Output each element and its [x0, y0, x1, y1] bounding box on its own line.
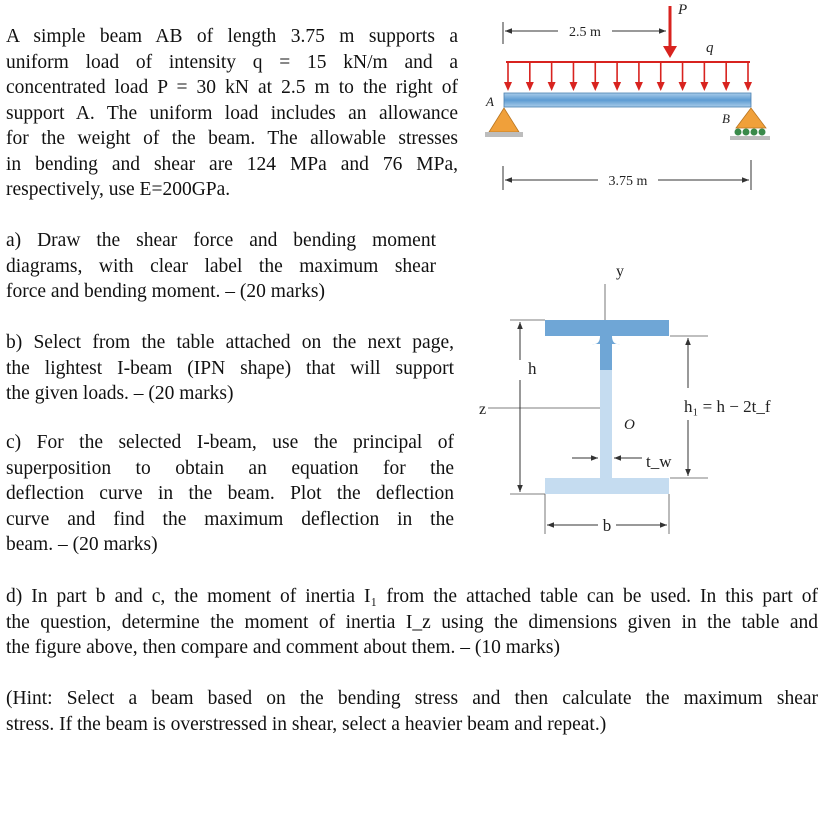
text-line: support A. The uniform load includes an allowance	[6, 102, 458, 124]
text-line: a) Draw the shear force and bending moment	[6, 230, 436, 251]
support-b-label: B	[722, 111, 730, 126]
text-line: the given loads. – (20 marks)	[6, 383, 234, 404]
q-label: q	[706, 40, 714, 56]
text-line: beam. – (20 marks)	[6, 534, 158, 555]
text-line: uniform load of intensity q = 15 kN/m and a	[6, 51, 458, 73]
text-line: curve and find the maximum deflection in the	[6, 508, 454, 530]
text-line: deflection curve in the beam. Plot the deflection	[6, 483, 454, 504]
y-axis-label: y	[616, 263, 624, 280]
text-line: force and bending moment. – (20 marks)	[6, 281, 325, 302]
text-line: for the weight of the beam. The allowable stresses	[6, 128, 458, 149]
text-line: the lightest I-beam (IPN shape) that will support	[6, 357, 454, 379]
dimension-h	[510, 320, 545, 494]
origin-label: O	[624, 417, 635, 433]
text-line: concentrated load P = 30 kN at 2.5 m to the right of	[6, 77, 458, 98]
dim-3-75-label: 3.75 m	[608, 174, 648, 189]
dimension-b	[545, 494, 669, 535]
text-line: c) For the selected I-beam, use the principal of	[6, 432, 454, 453]
text-line: in bending and shear are 124 MPa and 76 MPa,	[6, 153, 458, 175]
h-label: h	[528, 359, 537, 378]
support-a-label: A	[486, 94, 494, 109]
text-line: d) In part b and c, the moment of inertia I₁ from the attached table can be used. In this part of	[6, 586, 818, 607]
text-line: superposition to obtain an equation for the	[6, 457, 454, 479]
text-line: the figure above, then compare and comment about them. – (10 marks)	[6, 637, 560, 658]
text-line: stress. If the beam is overstressed in shear, select a heavier beam and repeat.)	[6, 713, 607, 735]
h1-label: h₁ = h − 2t_f	[684, 397, 771, 416]
tw-label: t_w	[646, 452, 672, 471]
text-line: A simple beam AB of length 3.75 m supports a	[6, 26, 458, 47]
text-line: diagrams, with clear label the maximum shear	[6, 255, 436, 277]
dimension-h1	[670, 336, 771, 478]
text-line: b) Select from the table attached on the next page,	[6, 332, 454, 353]
text-line: the question, determine the moment of inertia I_z using the dimensions given in the table and	[6, 611, 818, 633]
dimension-tw	[572, 452, 672, 471]
p-label: P	[678, 2, 688, 18]
dim-2-5-label: 2.5 m	[569, 25, 601, 40]
z-axis-label: z	[479, 401, 487, 418]
text-line: respectively, use E=200GPa.	[6, 179, 231, 200]
text-line: (Hint: Select a beam based on the bending stress and then calculate the maximum shear	[6, 688, 818, 709]
b-label: b	[602, 516, 612, 535]
